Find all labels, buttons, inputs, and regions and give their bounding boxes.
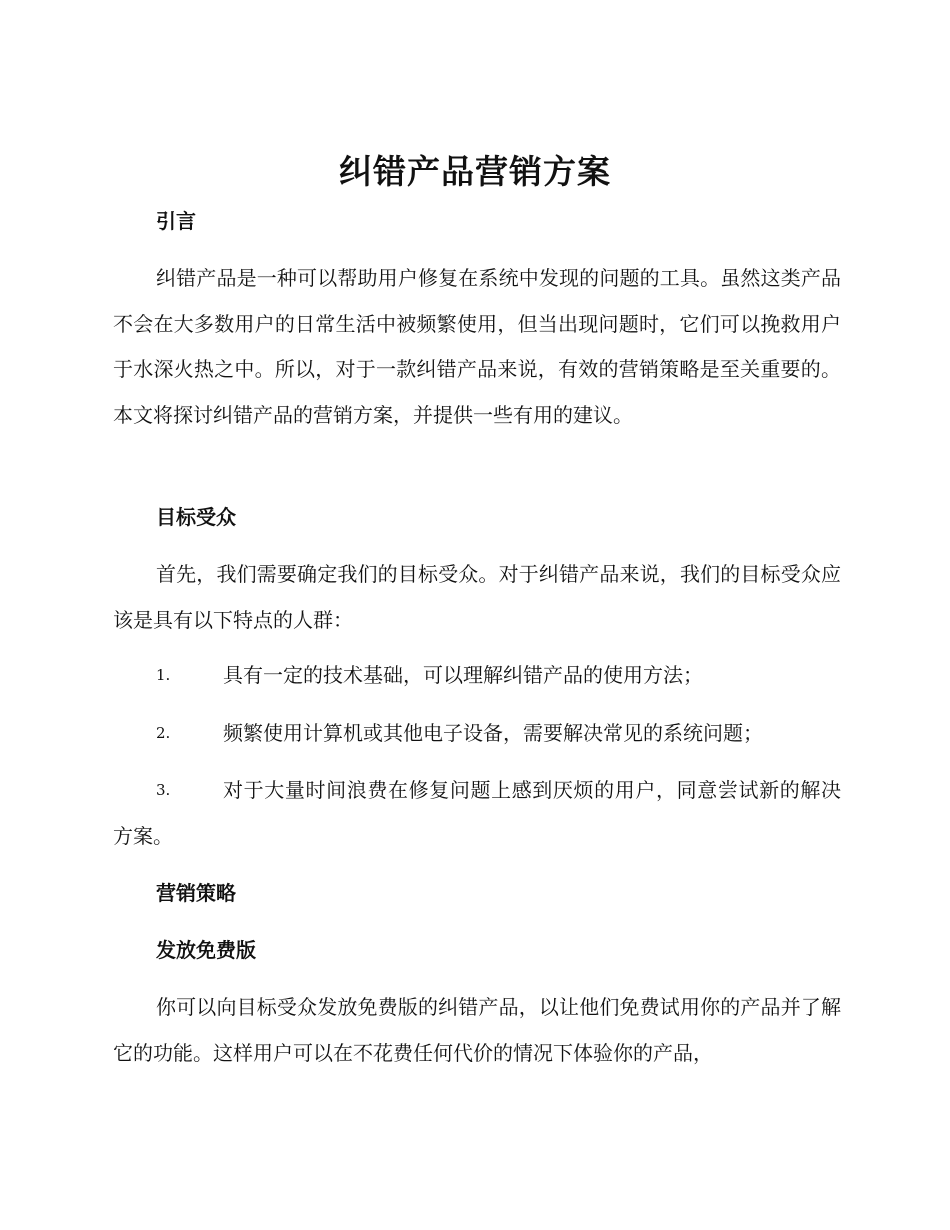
document-title: 纠错产品营销方案 — [339, 152, 611, 191]
list-text: 具有一定的技术基础，可以理解纠错产品的使用方法； — [223, 663, 703, 687]
paragraph-intro: 纠错产品是一种可以帮助用户修复在系统中发现的问题的工具。虽然这类产品不会在大多数用户的日常生活中被频繁使用，但当出现问题时，它们可以挽救用户于水深火热之中。所以，对于一款纠错产品来说，有效的营销策略是至关重要的。本文将探讨纠错产品的营销方案，并提供一些有用的建议。 — [113, 266, 841, 427]
list-text: 频繁使用计算机或其他电子设备，需要解决常见的系统问题； — [223, 721, 763, 745]
heading-intro: 引言 — [156, 209, 196, 233]
heading-free-version: 发放免费版 — [156, 938, 256, 962]
list-number: 3. — [156, 781, 171, 799]
list-text: 对于大量时间浪费在修复问题上感到厌烦的用户，同意尝试新的解决方案。 — [113, 778, 841, 848]
paragraph-free-version: 你可以向目标受众发放免费版的纠错产品，以让他们免费试用你的产品并了解它的功能。这样用户可以在不花费任何代价的情况下体验你的产品， — [113, 995, 841, 1065]
list-number: 1. — [156, 666, 171, 684]
list-item — [113, 653, 841, 699]
paragraph-target-audience: 首先，我们需要确定我们的目标受众。对于纠错产品来说，我们的目标受众应该是具有以下特点的人群： — [113, 562, 841, 632]
heading-target-audience: 目标受众 — [156, 505, 236, 529]
list-number: 2. — [156, 724, 171, 742]
list-item — [113, 768, 841, 859]
list-item — [113, 711, 841, 757]
heading-marketing-strategy: 营销策略 — [156, 881, 236, 905]
